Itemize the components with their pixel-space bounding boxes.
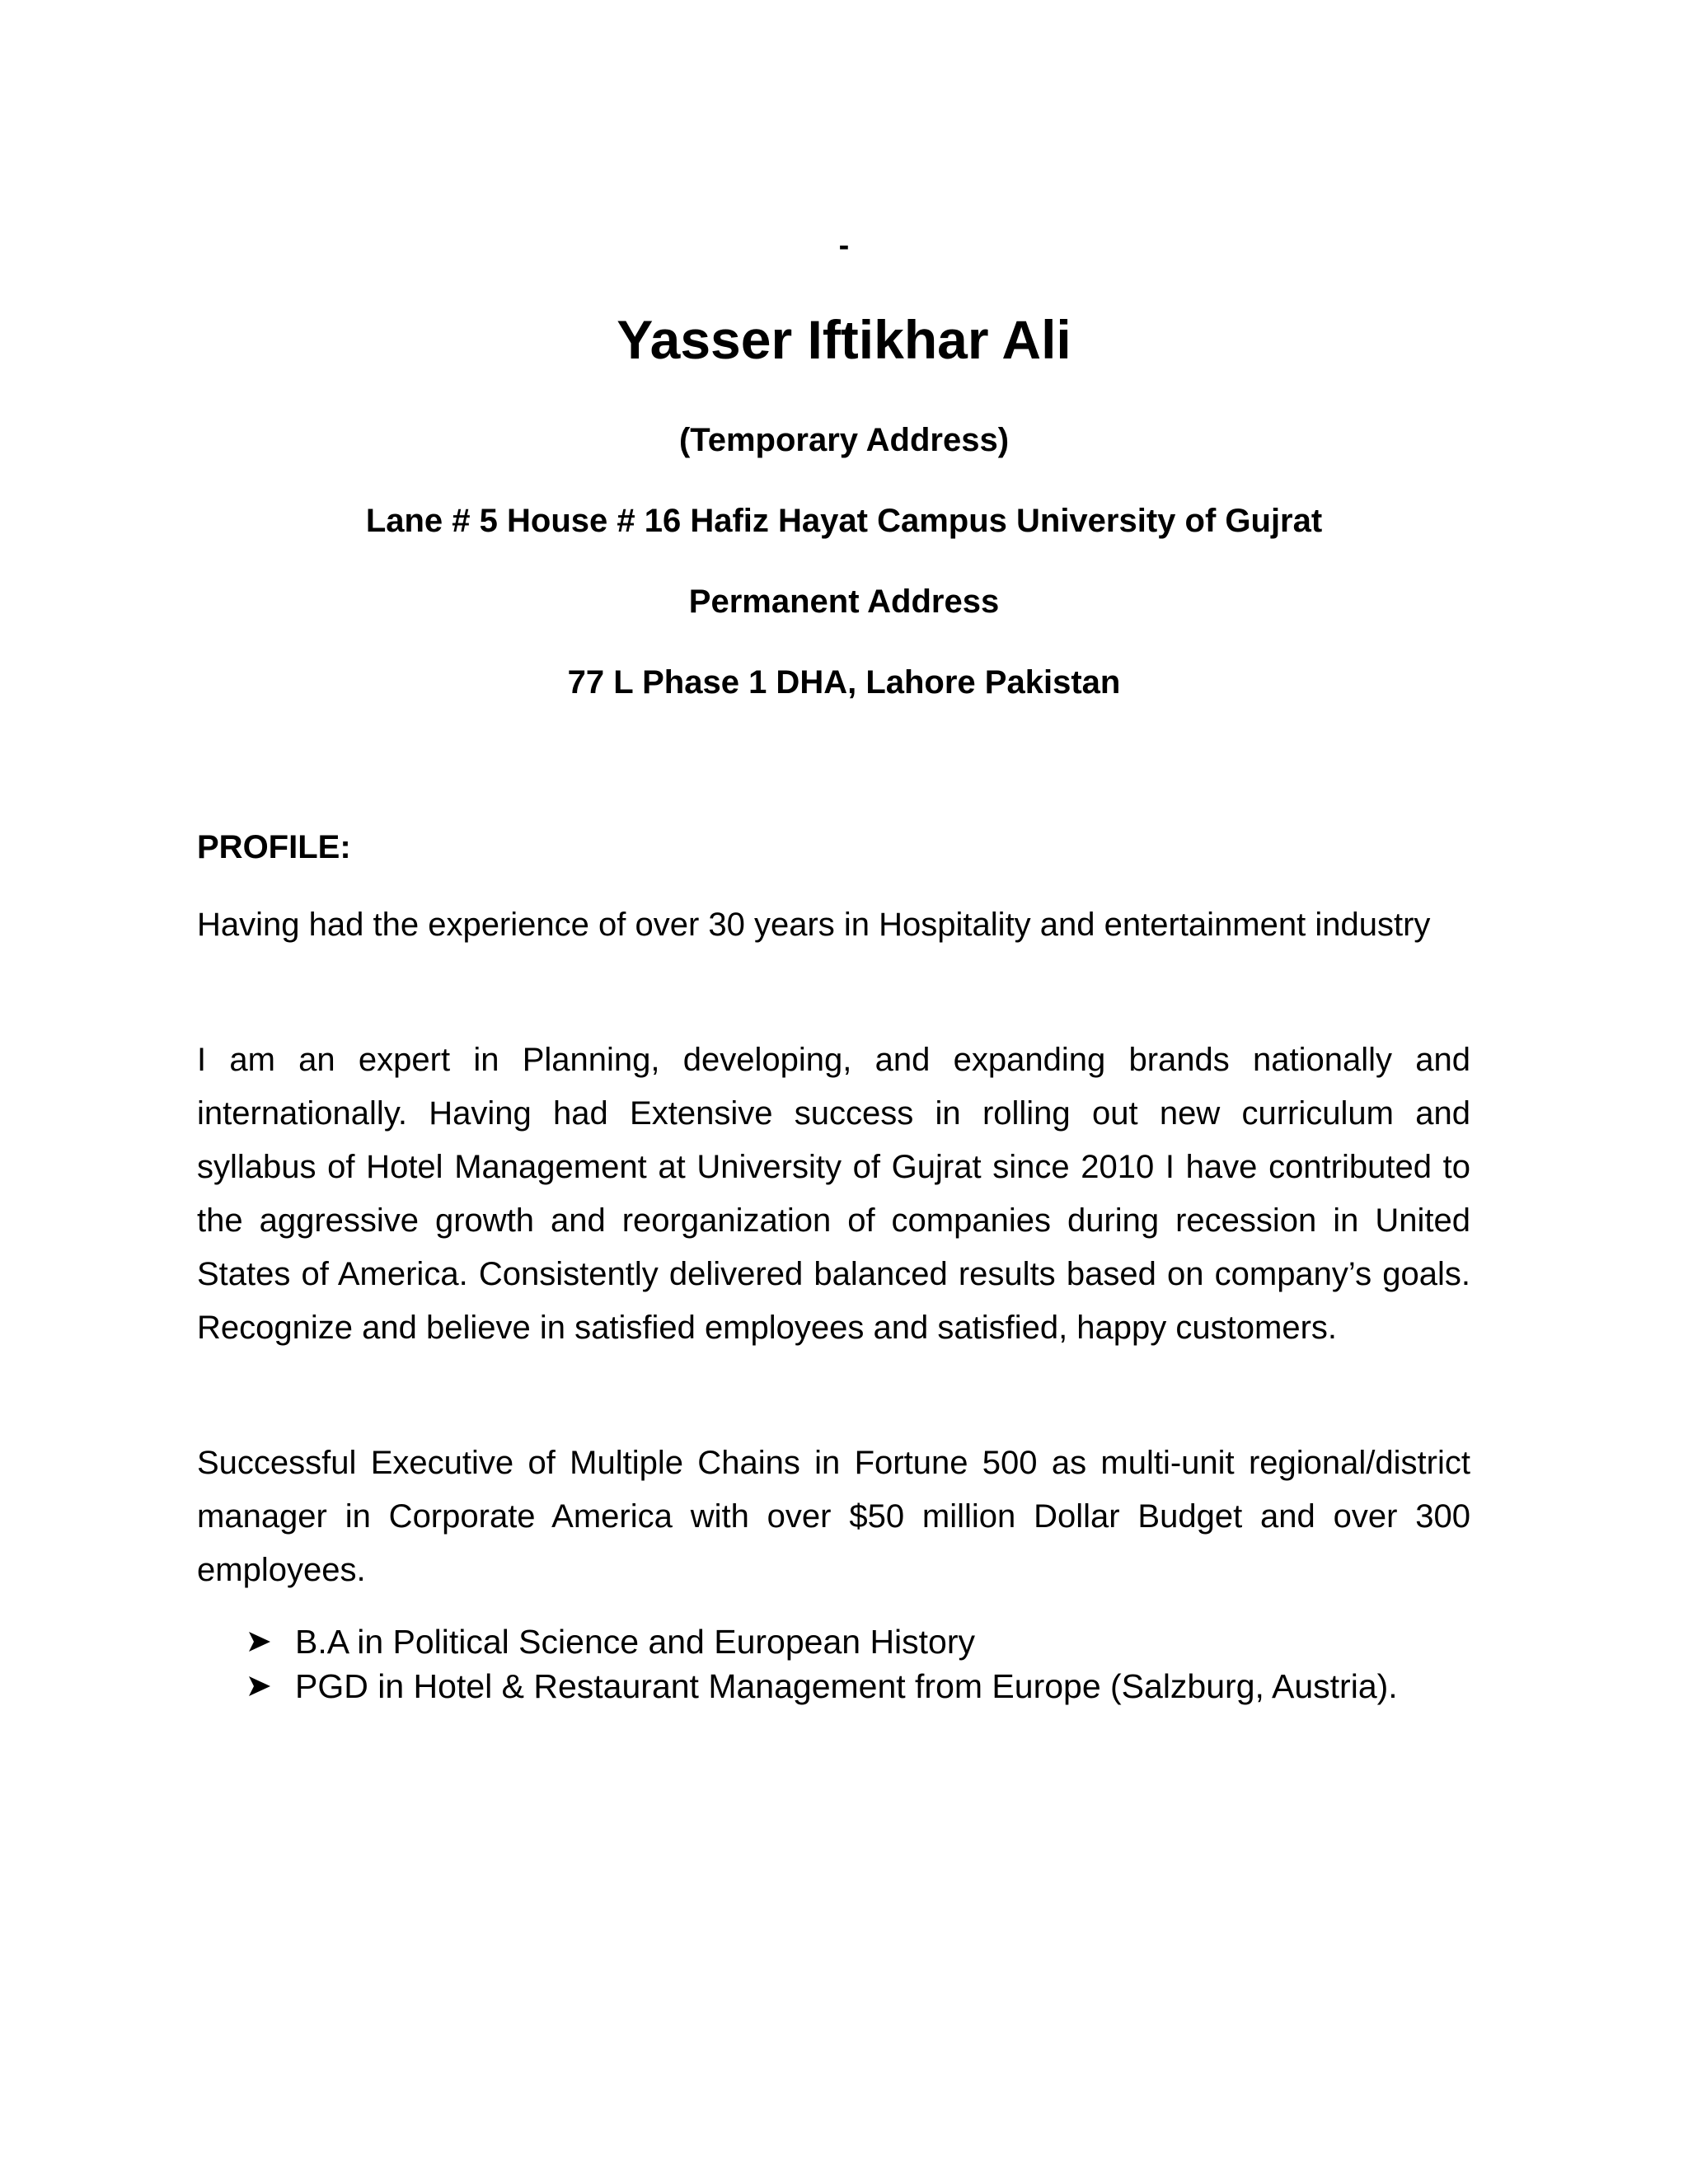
permanent-address-label: Permanent Address xyxy=(688,583,1000,620)
arrow-bullet-icon xyxy=(247,1630,272,1653)
person-name: Yasser Iftikhar Ali xyxy=(617,309,1071,370)
header-dash: - xyxy=(838,228,850,263)
education-item xyxy=(247,1619,1566,1664)
profile-heading: PROFILE: xyxy=(197,829,351,865)
profile-paragraph: Successful Executive of Multiple Chains in Fortune 500 as multi-unit regional/district manager in Corporate America with over $50 million Dollar Budget and over 300 employees. xyxy=(197,1445,1470,1588)
education-item xyxy=(247,1664,1566,1708)
temporary-address-label: (Temporary Address) xyxy=(678,422,1010,458)
permanent-address: 77 L Phase 1 DHA, Lahore Pakistan xyxy=(567,664,1121,701)
arrow-bullet-icon xyxy=(247,1675,272,1698)
temporary-address: Lane # 5 House # 16 Hafiz Hayat Campus University of Gujrat xyxy=(365,503,1323,539)
education-item-text: PGD in Hotel & Restaurant Management from Europe (Salzburg, Austria). xyxy=(295,1667,1398,1705)
education-item-text: B.A in Political Science and European History xyxy=(295,1623,976,1661)
profile-paragraph: I am an expert in Planning, developing, and expanding brands nationally and internationally. Having had Extensive success in rolling out new curriculum and syllabus of Hotel Management at University of Gujrat since 2010 I have contributed to the aggressive growth and reorganization of companies during recession in United States of America. Consistently delivered balanced results based on company’s goals. Recognize and believe in satisfied employees and satisfied, happy customers. xyxy=(197,1042,1470,1346)
profile-paragraph: Having had the experience of over 30 years in Hospitality and entertainment industry xyxy=(197,907,1431,943)
education-list xyxy=(247,1619,1566,1708)
